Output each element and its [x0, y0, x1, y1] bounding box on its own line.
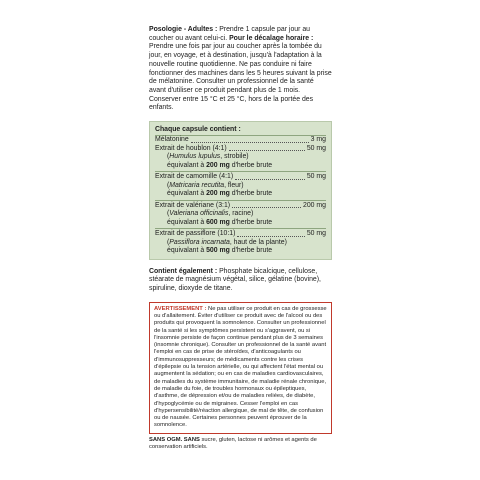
latin-name: Valeriana officinalis — [169, 210, 229, 218]
divider — [155, 200, 326, 201]
panel-title: Chaque capsule contient : — [155, 125, 326, 136]
latin-name: Passiflora incarnata — [169, 238, 230, 246]
latin-name: Matricaria recutita — [169, 181, 225, 189]
free-from-heading: SANS OGM. SANS — [149, 436, 200, 443]
plant-part: , strobile) — [220, 153, 249, 161]
equiv-amount: 200 mg — [206, 190, 230, 198]
equiv-suffix: d'herbe brute — [229, 161, 273, 169]
ingredient-equivalence — [155, 190, 326, 199]
ingredient-amount: 50 mg — [306, 144, 326, 152]
leader-dots — [191, 136, 309, 143]
ingredient-name: Extrait de passiflore (10:1) — [155, 230, 236, 238]
dosage-heading: Posologie - Adultes : — [149, 26, 218, 33]
dosage-text: Prendre 1 capsule par jour au coucher ou avant celui-ci. — [149, 26, 310, 42]
ingredient-equivalence — [155, 247, 326, 256]
other-ingredients-heading: Contient également : — [149, 267, 218, 275]
ingredient-source: (Valeriana officinalis, racine) — [167, 210, 254, 218]
ingredient-name: Mélatonine — [155, 136, 189, 144]
plant-part: , racine) — [228, 210, 254, 218]
equiv-suffix: d'herbe brute — [229, 190, 273, 198]
ingredient-valerian — [155, 202, 326, 211]
warning-text: Ne pas utiliser ce produit en cas de grossesse ou d'allaitement. Éviter d'utiliser ce produit avec de l'alcool ou des produits qui provoquent la somnolence. Consulter un professionnel de la santé si les symptômes persistent ou s'aggravent, ou si l'insomnie persiste de façon continue pendant plus de 3 semaines (insomnie chronique). Consulter un professionnel de la santé avant l'emploi en cas de prise de stéroïdes, d'anticoagulants ou d'immunosuppresseurs; de médicaments contre les crises d'épilepsie ou la tension artérielle, ou qui affectent l'état mental ou augmentent la sédation; ou en cas de maladies cardiovasculaires, de maladies du système immunitaire, de maladie rénale chronique, de maladie du foie, de troubles hormonaux ou épileptiques, d'asthme, de dépression et/ou de maladies reliées, de diabète, d'hypoglycémie ou de migraines. Cesser l'emploi en cas d'hypersensibilité/réaction allergique, de mal de tête, de confusion ou de nausée. Certaines personnes peuvent éprouver de la somnolence. — [154, 305, 327, 429]
equiv-prefix: équivalant à — [167, 247, 207, 255]
jetlag-text: Prendre une fois par jour au coucher après la tombée du jour, en voyage, et à destination, jusqu'à l'adaptation à la nouvelle routine quotidienne. Ne pas conduire ni faire fonctionner des machines dans les 5 heures suivant la prise de mélatonine. Consulter un professionnel de la santé avant d'utiliser ce produit pendant plus de 1 mois. Conserver entre 15 °C et 25 °C, hors de la portée des enfants. — [149, 43, 332, 112]
divider — [155, 171, 326, 172]
equiv-suffix: d'herbe brute — [229, 218, 273, 226]
free-from-text: sucre, gluten, lactose ni arômes et agents de conservation artificiels. — [149, 436, 317, 450]
ingredient-amount: 50 mg — [306, 230, 326, 238]
ingredient-amount: 200 mg — [303, 201, 326, 209]
leader-dots — [237, 230, 304, 237]
ingredient-passionflower — [155, 230, 326, 239]
other-ingredients-text: Phosphate bicalcique, cellulose, stéarate de magnésium végétal, silice, gélatine (bovine), spiruline, dioxyde de titane. — [149, 267, 321, 292]
ingredient-source: (Passiflora incarnata, haut de la plante) — [167, 238, 287, 246]
ingredient-melatonin — [155, 136, 326, 145]
equiv-prefix: équivalant à — [167, 190, 207, 198]
ingredient-source: (Matricaria recutita, fleur) — [167, 181, 244, 189]
equiv-amount: 200 mg — [206, 161, 230, 169]
equiv-amount: 600 mg — [206, 218, 230, 226]
product-label — [149, 26, 332, 451]
ingredients-panel — [149, 121, 332, 260]
ingredient-hops — [155, 145, 326, 154]
ingredient-name: Extrait de houblon (4:1) — [155, 144, 227, 152]
ingredient-amount: 3 mg — [310, 136, 326, 144]
ingredient-name: Extrait de camomille (4:1) — [155, 173, 234, 181]
ingredient-name: Extrait de valériane (3:1) — [155, 201, 231, 209]
dosage-section — [149, 26, 332, 113]
ingredient-equivalence — [155, 162, 326, 171]
plant-part: , fleur) — [224, 181, 244, 189]
latin-name: Humulus lupulus — [169, 153, 221, 161]
leader-dots — [235, 173, 305, 180]
other-ingredients — [149, 268, 332, 294]
warning-title: AVERTISSEMENT : — [154, 305, 207, 312]
warning-box — [149, 302, 332, 434]
leader-dots — [229, 145, 305, 152]
ingredient-source: (Humulus lupulus, strobile) — [167, 153, 249, 161]
equiv-prefix: équivalant à — [167, 218, 207, 226]
ingredient-chamomile — [155, 173, 326, 182]
ingredient-equivalence — [155, 219, 326, 228]
divider — [155, 228, 326, 229]
jetlag-heading: Pour le décalage horaire : — [229, 34, 314, 42]
ingredient-amount: 50 mg — [306, 173, 326, 181]
equiv-prefix: équivalant à — [167, 161, 207, 169]
equiv-amount: 500 mg — [206, 247, 230, 255]
plant-part: , haut de la plante) — [229, 238, 287, 246]
leader-dots — [232, 202, 301, 209]
equiv-suffix: d'herbe brute — [229, 247, 273, 255]
free-from-statement — [149, 437, 332, 452]
